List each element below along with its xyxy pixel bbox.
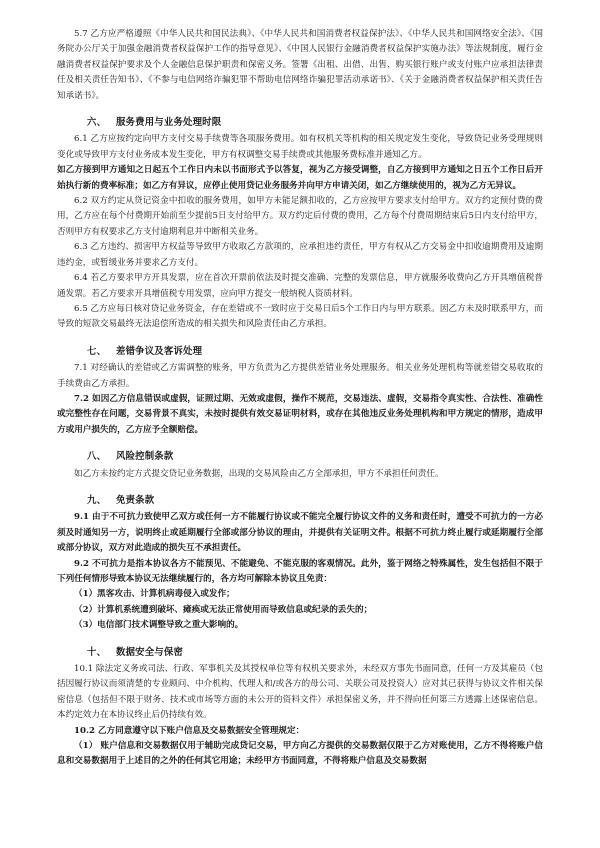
clause-6-5: 6.5 乙方应每日核对贷记业务资金，存在差错或不一致时应于交易日后5个工作日内与甲方联系。因乙方未及时联系甲方，而导致的短款交易最终无法追偿所造成的相关损失和风险责任由乙方承担。 xyxy=(57,303,543,330)
clause-10-2-1: （1） 账户信息和交易数据仅用于辅助完成贷记交易，甲方向乙方提供的交易数据仅限于乙方对账使用，乙方不得将账户信息和交易数据用于上述目的之外的任何其它用途；未经甲方书面同意，不得将账户信息及交易数据 xyxy=(57,741,543,767)
clause-6-1: 6.1 乙方应按约定向甲方支付交易手续费等各项服务费用。如有权机关等机构的相关规定发生变化，导致贷记业务受理规则变化或导致甲方支付业务成本发生变化，甲方有权调整交易手续费或其他服务费标准并通知乙方。 xyxy=(57,134,543,160)
clause-7-1: 7.1 对经确认的差错或乙方需调整的账务，甲方负责为乙方提供差错业务处理服务。相关业务处理机构等就差错交易收取的手续费由乙方承担。 xyxy=(57,363,543,389)
clause-10-2: 10.2 乙方同意遵守以下账户信息及交易数据安全管理规定： xyxy=(74,725,305,736)
clause-9-1: 9.1 由于不可抗力致使甲乙双方或任何一方不能履行协议或不能完全履行协议文件的义务和责任时，遭受不可抗力的一方必须及时通知另一方，说明终止或延期履行全部或部分协议的理由，并提供有关证明文件。根据不可抗力终止履行或延期履行全部或部分协议，双方对此造成的损失互不承担责任。 xyxy=(57,512,543,554)
section-number: 九、 xyxy=(87,494,107,506)
section-title: 风险控制条款 xyxy=(116,451,174,463)
list-item: （1）黑客攻击、计算机病毒侵入或发作； xyxy=(74,589,235,600)
list-item: （2）计算机系统遭到破坏、瘫痪或无法正常使用而导致信息或纪录的丢失的； xyxy=(74,604,373,615)
clause-9-2: 9.2 不可抗力是指本协议各方不能预见、不能避免、不能克服的客观情况。此外，鉴于网络之特殊属性，发生包括但不限于下列任何情形导致本协议无法继续履行的，各方均可解除本协议且免责： xyxy=(57,558,543,584)
section-title: 服务费用与业务处理时限 xyxy=(116,117,222,129)
section-title: 免责条款 xyxy=(116,494,155,506)
clause-5-7: 5.7 乙方应严格遵照《中华人民共和国民法典》、《中华人民共和国消费者权益保护法》、《中华人民共和国网络安全法》、《国务院办公厅关于加强金融消费者权益保护工作的指导意见》、《中国人民银行金融消费者权益保护实施办法》等法规制度，履行金融消费者权益保护要求及个人金融信息保护职责和保密义务。签署《出租、出借、出售、购买银行账户或支付账户应承担法律责任及相关责任告知书》、《不参与电信网络诈骗犯罪不帮助电信网络诈骗犯罪活动承诺书》、《关于金融消费者权益保护相关责任告知承诺书》。 xyxy=(57,29,543,101)
section-number: 十、 xyxy=(87,646,107,658)
section-number: 八、 xyxy=(87,451,107,463)
clause-10-1: 10.1 除法定义务或司法、行政、军事机关及其授权单位等有权机关要求外，未经双方事先书面同意，任何一方及其雇员（包括因履行协议而须清楚的专业顾问、中介机构、代理人和/或各方的母公司、关联公司及投资人）应对其已获得与协议文件相关保密信息（包括但不限于财务、技术或市场等方面的未公开的资料文件）承担保密义务，并不得向任何第三方透露上述保密信息。本约定效力在本协议终止后仍持续有效。 xyxy=(57,664,543,721)
section-number: 六、 xyxy=(87,117,107,129)
clause-7-2: 7.2 如因乙方信息错误或虚假，证照过期、无效或虚假，操作不规范，交易违法、虚假，交易指令真实性、合法性、准确性或完整性存在问题，交易背景不真实，未按时提供有效交易证明材料，或存在其他违反业务处理机构和甲方规定的情形，造成甲方或用户损失的，乙方应予全额赔偿。 xyxy=(57,393,543,435)
clause-6-2: 6.2 双方约定从贷记资金中扣收的服务费用，如甲方未能足额扣收的，乙方应按甲方要求支付给甲方。双方约定预付费的费用，乙方应在每个付费期开始前至少提前5日支付给甲方。双方约定后付费的费用，乙方每个付费周期结束后5日内支付给甲方，否则甲方有权要求乙方支付逾期利息并中断相关业务。 xyxy=(57,196,543,237)
section-title: 数据安全与保密 xyxy=(116,646,184,658)
clause-6-3: 6.3 乙方违约、损害甲方权益等导致甲方收取乙方款项的，应承担违约责任，甲方有权从乙方交易金中扣收逾期费用及逾期违约金，或暂缓业务并要求乙方支付。 xyxy=(57,242,543,268)
list-item: （3）电信部门技术调整导致之重大影响的。 xyxy=(74,620,244,631)
section-9-heading xyxy=(57,493,543,508)
section-6-heading xyxy=(57,115,543,130)
section-8-heading xyxy=(57,449,543,464)
clause-6-4: 6.4 若乙方要求甲方开具发票，应在首次开票前依法及时提交准确、完整的发票信息，甲方就服务收费向乙方开具增值税普通发票。若乙方要求开具增值税专用发票，应向甲方提交一般纳税人资质材料。 xyxy=(57,273,543,299)
section-10-heading xyxy=(57,645,543,660)
clause-8: 如乙方未按约定方式提交贷记业务数据，出现的交易风险由乙方全部承担，甲方不承担任何责任。 xyxy=(74,468,444,479)
section-number: 七、 xyxy=(87,345,107,357)
section-7-heading xyxy=(57,344,543,359)
clause-6-1-bold: 如乙方接到甲方通知之日起五个工作日内未以书面形式予以答复，视为乙方接受调整，自乙方接到甲方通知之日五个工作日后开始执行新的费率标准；如乙方有异议，应停止使用贷记业务服务并向甲方申请关闭，如乙方继续使用的，视为乙方无异议。 xyxy=(57,165,543,191)
section-title: 差错争议及客诉处理 xyxy=(116,345,203,357)
